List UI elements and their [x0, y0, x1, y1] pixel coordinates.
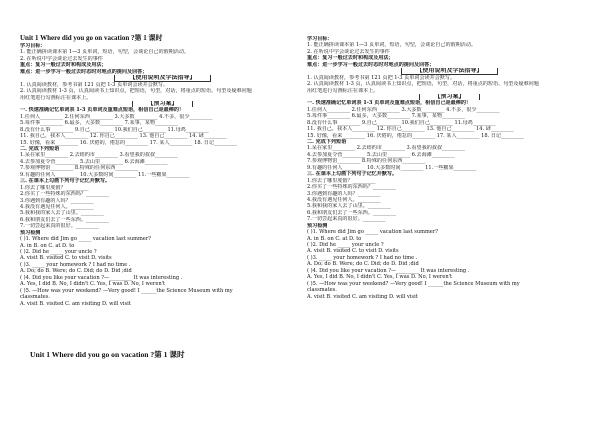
left-line-8: 用红笔进行勾画标注在课本上。	[20, 94, 92, 101]
right-line-30: ( )1. Where did Jim go _____ vacation last summer?	[307, 229, 438, 236]
left-line-9: 【预习案】	[20, 101, 305, 107]
right-line-4: 难点：进一步学习一般过去时态时对地点的提问及回答；	[307, 61, 435, 68]
left-page-title: Unit 1 Where did you go on vacation ?第 1 课时	[20, 34, 163, 42]
left-line-10: 一. 快速准确记忆单词表 1-3 页单词及重难点短语，相信自己是最棒的！	[20, 107, 185, 114]
right-line-36: ( )4. Did you like your vacation ?—_________ It was interesting .	[307, 267, 470, 274]
left-line-36: ( )4. Did you like your vacation ?—_________ It was interesting .	[20, 274, 183, 281]
right-line-14: 11. 我自己，我本人_________ 12. 你自己_________ 13. 他自己_________ 14. 肆_________	[307, 126, 514, 133]
right-line-1: 1. 能正确拼读课本第 1—3 页单词，短语，句型，会谈论自己的假期活动。	[307, 42, 477, 49]
right-worksheet-column	[307, 36, 592, 300]
right-line-27: 6.我和朋友们去了一些东西。_________	[307, 209, 396, 216]
left-line-13: 8.没有什么事_________ 9.自己_________ 10.我们自己_________ 11.母鸡_________	[20, 126, 209, 133]
left-line-22: 1.你去了哪里度假？_________	[20, 184, 89, 191]
right-line-12: 5.每件事_________ 6.最多，大多数_________ 7.某事，某物_________	[307, 113, 465, 120]
right-line-40: A. visit B. visited C. am visiting D. will visit	[307, 293, 418, 300]
right-line-33: A. visit B. visited C. to visit D. visits	[307, 248, 399, 255]
right-line-10: 一. 快速准确记忆单词表 1-3 页单词及重难点短语，相信自己是最棒的！	[307, 100, 472, 107]
left-line-12: 5.每件事_________ 6.最多，大多数_________ 7.某事，某物_________	[20, 120, 178, 127]
right-line-37: A. Yes, I did B. No, I didn't C. Yes, I was D. No, I weren't	[307, 274, 453, 281]
left-line-21: 三. 在课本上勾画下列句子记忆并默写。	[20, 178, 111, 185]
left-line-5: 【使用说明及学法指导】	[20, 75, 305, 81]
left-line-16: 二. 完成下列短语	[20, 146, 60, 152]
right-line-7: 2. 认真阅读教材 1-3 页，认真阅读书上知识点，把短语，句型，对话，将重点的短语、句型及疑难问题	[307, 81, 539, 88]
left-line-24: 3.你遇到有趣的人吗？_________	[20, 197, 94, 204]
right-line-39: classmates.	[307, 287, 337, 294]
left-line-40: A. visit B. visited C. am visiting D. will visit	[20, 300, 131, 307]
right-line-5: 【使用说明及学法指导】	[307, 68, 592, 74]
left-line-37: A. Yes, I did B. No, I didn't C. Yes, I was D. No, I weren't	[20, 281, 166, 288]
right-line-11: 1.任何人_________ 2.任何东西_________ 3.大多数_________ 4.不多，很少_________	[307, 106, 500, 113]
left-worksheet-column	[20, 43, 305, 307]
right-line-17: 1.呆在家里_________ 2.去纽约市_________ 3.看望我的叔叔_________	[307, 145, 465, 152]
left-line-34: ( )3. _____ your homework ? I had no time .	[20, 261, 131, 268]
right-line-22: 1.你去了哪里度假？_________	[307, 177, 376, 184]
left-line-18: 4.去参加夏令营_________ 5.去山里_________ 6.去海滩_________	[20, 158, 168, 165]
right-line-25: 4.我没有遇见任何人。_________	[307, 196, 381, 203]
right-line-20: 9.有趣的任何人_________ 10.大多数时间_________ 11.一些糖果_________	[307, 164, 477, 171]
left-line-7: 2. 认真阅读教材 1-3 页，认真阅读书上知识点，把短语，句型，对话，将重点的短语、句型及疑难问题	[20, 88, 252, 95]
right-line-18: 4.去参加夏令营_________ 5.去山里_________ 6.去海滩_________	[307, 151, 455, 158]
left-line-28: 7.一切尝起来真的很好。_________	[20, 223, 99, 230]
right-line-9: 【预习案】	[307, 94, 592, 100]
right-line-28: 7.一切尝起来真的很好。_________	[307, 216, 386, 223]
left-line-39: classmates.	[20, 294, 50, 301]
left-line-4: 难点：进一步学习一般过去时态时对地点的提问及回答；	[20, 68, 148, 75]
right-line-38: ( )5. —How was your weekend? —Very good! I ______the Science Museum with my	[307, 280, 520, 287]
left-line-20: 9.有趣的任何人_________ 10.大多数时间_________ 11.一些糖果_________	[20, 171, 190, 178]
left-line-14: 11. 我自己，我本人_________ 12. 你自己_________ 13. 他自己_________ 14. 肆_________	[20, 133, 227, 140]
right-line-8: 用红笔进行勾画标注在课本上。	[307, 87, 379, 94]
right-line-26: 5.我和我的家人去了山里。_________	[307, 203, 391, 210]
left-line-2: 2. 在听说中学会谈论过去发生的事件	[20, 55, 103, 62]
left-line-0: 学习目标：	[20, 43, 46, 49]
left-line-32: ( )2. Did he _____ your uncle ?	[20, 249, 97, 255]
right-line-13: 8.没有什么事_________ 9.自己_________ 10.我们自己_________ 11.母鸡_________	[307, 119, 496, 126]
left-line-25: 4.我没有遇见任何人。_________	[20, 203, 94, 210]
left-bottom-title: Unit 1 Where did you go on vacation ?第 1 课时	[30, 350, 185, 359]
left-line-11: 1.任何人_________ 2.任何东西_________ 3.大多数_________ 4.不多，很少_________	[20, 113, 213, 120]
left-line-3: 重点：复习一般过去时和构成及用法；	[20, 62, 107, 69]
right-line-6: 1. 认真阅读教材，参考书第 121 页把 1-3 页单词会读并会默写。	[307, 74, 456, 81]
right-line-16: 二. 完成下列短语	[307, 139, 347, 145]
left-line-27: 6.我和朋友们去了一些东西。_________	[20, 216, 109, 223]
left-line-35: A. Do; do B. Were; do C. Did; do D. Did ;did	[20, 268, 132, 275]
left-line-19: 7.参观博物馆_________ 8.特殊的任何东西_________	[20, 165, 139, 172]
right-line-35: A. Do; do B. Were; do C. Did; do D. Did ;did	[307, 261, 419, 268]
right-line-32: ( )2. Did he _____ your uncle ?	[307, 242, 384, 248]
right-line-2: 2. 在听说中学会谈论过去发生的事件	[307, 48, 390, 55]
left-line-30: ( )1. Where did Jim go _____ vacation last summer?	[20, 236, 151, 243]
right-line-31: A. in B. on C. at D. to	[307, 235, 362, 242]
left-line-23: 2.你买了一些特殊的东西吗？_________	[20, 191, 109, 198]
right-line-3: 重点：复习一般过去时和构成及用法；	[307, 55, 394, 62]
left-line-26: 5.我和我的家人去了山里。_________	[20, 210, 104, 217]
right-line-15: 15. 好像，看来_________ 16. 厌倦的，倦怠的_________ 17. 某人_________ 18. 日记_________	[307, 132, 524, 139]
right-line-0: 学习目标：	[307, 36, 333, 42]
left-line-1: 1. 能正确拼读课本第 1—3 页单词，短语，句型，会谈论自己的假期活动。	[20, 49, 190, 56]
left-line-6: 1. 认真阅读教材，参考书第 121 页把 1-3 页单词会读并会默写。	[20, 81, 169, 88]
right-line-24: 3.你遇到有趣的人吗？_________	[307, 190, 381, 197]
left-line-29: 预习检测	[20, 229, 41, 236]
left-line-15: 15. 好像，看来_________ 16. 厌倦的，倦怠的_________ 17. 某人_________ 18. 日记_________	[20, 139, 237, 146]
left-line-33: A. visit B. visited C. to visit D. visits	[20, 255, 112, 262]
right-line-19: 7.参观博物馆_________ 8.特殊的任何东西_________	[307, 158, 426, 165]
left-line-31: A. in B. on C. at D. to	[20, 242, 75, 249]
right-line-34: ( )3. _____ your homework ? I had no time .	[307, 254, 418, 261]
right-line-21: 三. 在课本上勾画下列句子记忆并默写。	[307, 171, 398, 178]
left-line-38: ( )5. —How was your weekend? —Very good! I ______the Science Museum with my	[20, 287, 233, 294]
right-line-23: 2.你买了一些特殊的东西吗？_________	[307, 184, 396, 191]
left-line-17: 1.呆在家里_________ 2.去纽约市_________ 3.看望我的叔叔_________	[20, 152, 178, 159]
right-line-29: 预习检测	[307, 222, 328, 229]
